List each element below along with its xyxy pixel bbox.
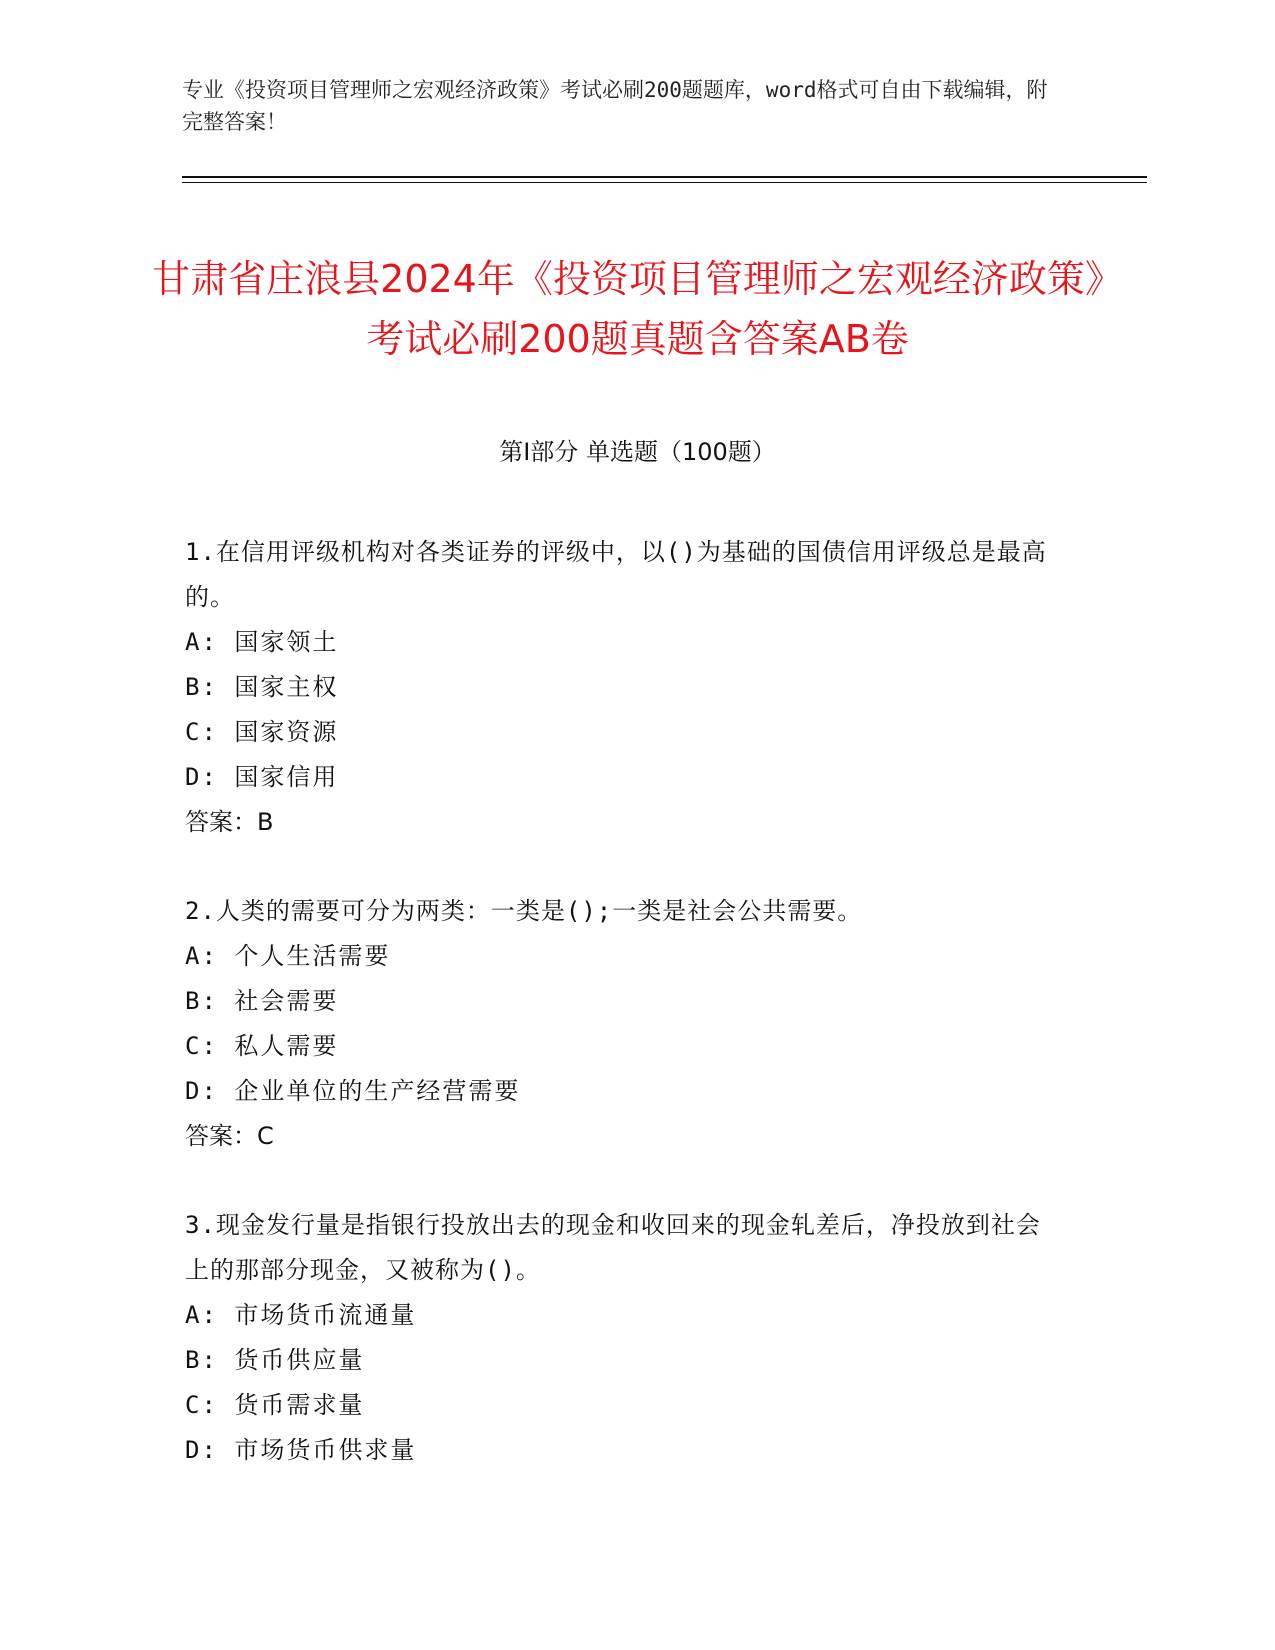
option-d: D: 企业单位的生产经营需要 bbox=[185, 1077, 521, 1105]
answer-line: 答案：B bbox=[185, 808, 274, 836]
question-stem: 2.人类的需要可分为两类：一类是();一类是社会公共需要。 bbox=[185, 897, 863, 925]
option-d: D: 市场货币供求量 bbox=[185, 1436, 417, 1464]
question-3 bbox=[185, 1203, 1065, 1473]
question-stem: 3.现金发行量是指银行投放出去的现金和收回来的现金轧差后，净投放到社会上的那部分现金，又被称为()。 bbox=[185, 1211, 1041, 1284]
option-a: A: 个人生活需要 bbox=[185, 942, 391, 970]
section-heading: 第Ⅰ部分 单选题（100题） bbox=[499, 438, 776, 466]
option-a: A: 国家领土 bbox=[185, 628, 339, 656]
option-d: D: 国家信用 bbox=[185, 763, 339, 791]
option-c: C: 国家资源 bbox=[185, 718, 339, 746]
option-b: B: 货币供应量 bbox=[185, 1346, 365, 1374]
header-rule bbox=[182, 176, 1147, 178]
option-b: B: 社会需要 bbox=[185, 987, 339, 1015]
header-note: 专业《投资项目管理师之宏观经济政策》考试必刷200题题库，word格式可自由下载编辑，附完整答案！ bbox=[182, 78, 1048, 134]
option-c: C: 私人需要 bbox=[185, 1032, 339, 1060]
option-c: C: 货币需求量 bbox=[185, 1391, 365, 1419]
option-b: B: 国家主权 bbox=[185, 673, 339, 701]
question-1 bbox=[185, 530, 1065, 845]
answer-line: 答案：C bbox=[185, 1122, 274, 1150]
question-stem: 1.在信用评级机构对各类证券的评级中，以()为基础的国债信用评级总是最高的。 bbox=[185, 538, 1047, 611]
question-2 bbox=[185, 889, 1065, 1159]
question-list bbox=[185, 530, 1065, 1517]
document-title: 甘肃省庄浪县2024年《投资项目管理师之宏观经济政策》考试必刷200题真题含答案AB卷 bbox=[152, 257, 1123, 362]
header-rule-thin bbox=[182, 182, 1147, 183]
option-a: A: 市场货币流通量 bbox=[185, 1301, 417, 1329]
